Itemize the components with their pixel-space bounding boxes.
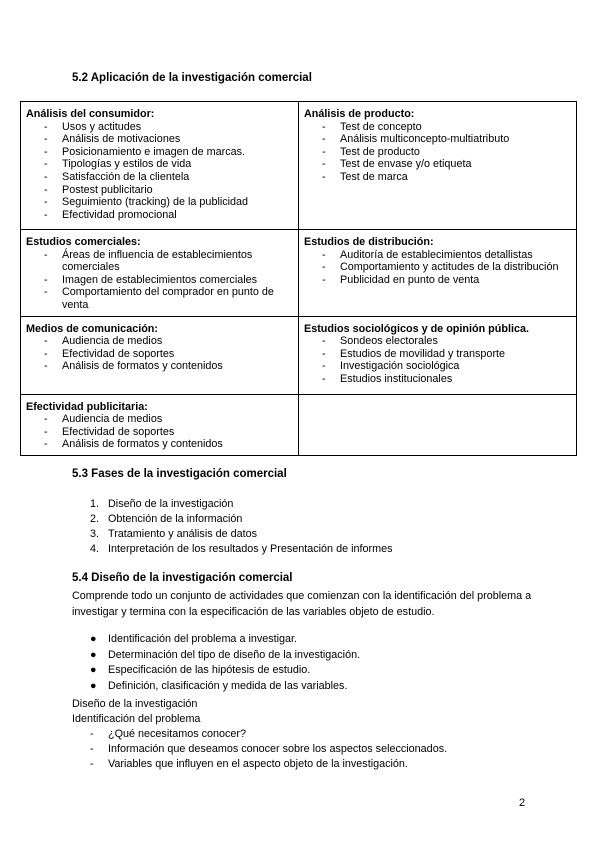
list-item: - Efectividad promocional <box>26 209 293 222</box>
list-item-text: Tratamiento y análisis de datos <box>108 528 258 540</box>
cell-title: Estudios sociológicos y de opinión pública. <box>304 322 529 335</box>
cell-title: Efectividad publicitaria: <box>26 400 148 413</box>
list-marker: 3. <box>90 528 100 540</box>
cell-title: Estudios de distribución: <box>304 236 434 248</box>
bullet-icon: ● <box>90 648 97 661</box>
list-item: - Auditoría de establecimientos detallistas <box>304 249 571 262</box>
list-item: - Test de envase y/o etiqueta <box>304 158 571 171</box>
list-item-text: Especificación de las hipótesis de estudio. <box>108 664 311 676</box>
page-number: 2 <box>519 797 526 809</box>
list-item-text: Obtención de la información <box>108 513 243 525</box>
list-item <box>90 648 360 664</box>
list-item <box>90 527 392 542</box>
cell-media <box>21 316 299 394</box>
list-item: - Test de concepto <box>304 121 571 134</box>
list-item: - Audiencia de medios <box>26 413 293 426</box>
list-item: - Efectividad de soportes <box>26 426 293 439</box>
list-item-text: ¿Qué necesitamos conocer? <box>108 728 247 740</box>
list-item: - Test de marca <box>304 171 571 184</box>
list-item <box>90 497 392 512</box>
list-item: - Tipologías y estilos de vida <box>26 158 293 171</box>
problem-dash-list <box>90 727 447 772</box>
cell-consumer-analysis <box>21 102 299 230</box>
list-item-text: Determinación del tipo de diseño de la investigación. <box>108 648 361 661</box>
list-item <box>90 679 360 695</box>
cell-title: Medios de comunicación: <box>26 322 158 335</box>
list-item: - Estudios de movilidad y transporte <box>304 348 571 361</box>
cell-distribution-studies <box>299 230 577 317</box>
list-item: - Satisfacción de la clientela <box>26 171 293 184</box>
list-item: - Efectividad de soportes <box>26 348 293 361</box>
list-item-text: Diseño de la investigación <box>108 498 234 510</box>
list-item-text: Variables que influyen en el aspecto objeto de la investigación. <box>108 758 408 770</box>
applications-table <box>20 101 577 456</box>
list-item <box>90 663 360 679</box>
list-item: - Áreas de influencia de establecimientos comerciales <box>26 249 293 274</box>
design-bullets <box>90 632 360 694</box>
phases-list <box>90 497 392 557</box>
cell-title: Análisis de producto: <box>304 108 415 120</box>
list-item: - Audiencia de medios <box>26 335 293 348</box>
list-item <box>90 542 392 557</box>
design-subheading: Diseño de la investigación <box>72 698 198 710</box>
list-item <box>90 512 392 527</box>
list-item: - Publicidad en punto de venta <box>304 274 571 287</box>
cell-commercial-studies <box>21 230 299 317</box>
cell-sociological-studies <box>299 316 577 394</box>
list-item <box>90 727 447 742</box>
list-item-text: Definición, clasificación y medida de las variables. <box>108 679 348 692</box>
section-5-4-title: 5.4 Diseño de la investigación comercial <box>72 572 293 584</box>
list-marker: 4. <box>90 543 100 555</box>
empty-cell <box>299 394 577 455</box>
list-item: - Análisis de formatos y contenidos <box>26 360 293 373</box>
cell-advertising-effectiveness <box>21 394 299 455</box>
list-item: - Postest publicitario <box>26 184 293 197</box>
cell-product-analysis <box>299 102 577 230</box>
list-item <box>90 742 447 757</box>
list-item <box>90 632 360 648</box>
list-item: - Posicionamiento e imagen de marcas. <box>26 146 293 159</box>
cell-title: Análisis del consumidor: <box>26 108 155 120</box>
list-item: - Sondeos electorales <box>304 335 571 348</box>
list-item: - Usos y actitudes <box>26 121 293 134</box>
list-marker: 1. <box>90 498 100 510</box>
dash-marker: - <box>90 743 94 755</box>
list-item-text: Identificación del problema a investigar. <box>108 633 298 645</box>
list-item: - Análisis multiconcepto-multiatributo <box>304 133 571 146</box>
list-item: - Análisis de formatos y contenidos <box>26 438 293 451</box>
section-5-2-title: 5.2 Aplicación de la investigación comercial <box>72 72 312 84</box>
list-item: - Comportamiento del comprador en punto de venta <box>26 286 293 311</box>
dash-marker: - <box>90 758 94 770</box>
section-5-3-title: 5.3 Fases de la investigación comercial <box>72 468 287 480</box>
list-item: - Imagen de establecimientos comerciales <box>26 274 293 287</box>
list-item-text: Interpretación de los resultados y Presentación de informes <box>108 543 393 555</box>
list-item: - Comportamiento y actitudes de la distribución <box>304 261 571 274</box>
bullet-icon: ● <box>90 679 97 692</box>
list-item: - Test de producto <box>304 146 571 159</box>
list-item: - Estudios institucionales <box>304 373 571 386</box>
bullet-icon: ● <box>90 664 97 676</box>
list-item: - Seguimiento (tracking) de la publicidad <box>26 196 293 209</box>
list-item: - Análisis de motivaciones <box>26 133 293 146</box>
bullet-icon: ● <box>90 633 97 645</box>
list-item: - Investigación sociológica <box>304 360 571 373</box>
list-marker: 2. <box>90 513 100 525</box>
section-5-4-paragraph: Comprende todo un conjunto de actividades que comienzan con la identificación del problema a investigar y termina con la especificación de las variables objeto de estudio. <box>72 590 532 618</box>
dash-marker: - <box>90 728 94 740</box>
problem-subheading: Identificación del problema <box>72 713 201 725</box>
list-item <box>90 757 447 772</box>
cell-title: Estudios comerciales: <box>26 236 141 248</box>
list-item-text: Información que deseamos conocer sobre los aspectos seleccionados. <box>108 743 448 755</box>
